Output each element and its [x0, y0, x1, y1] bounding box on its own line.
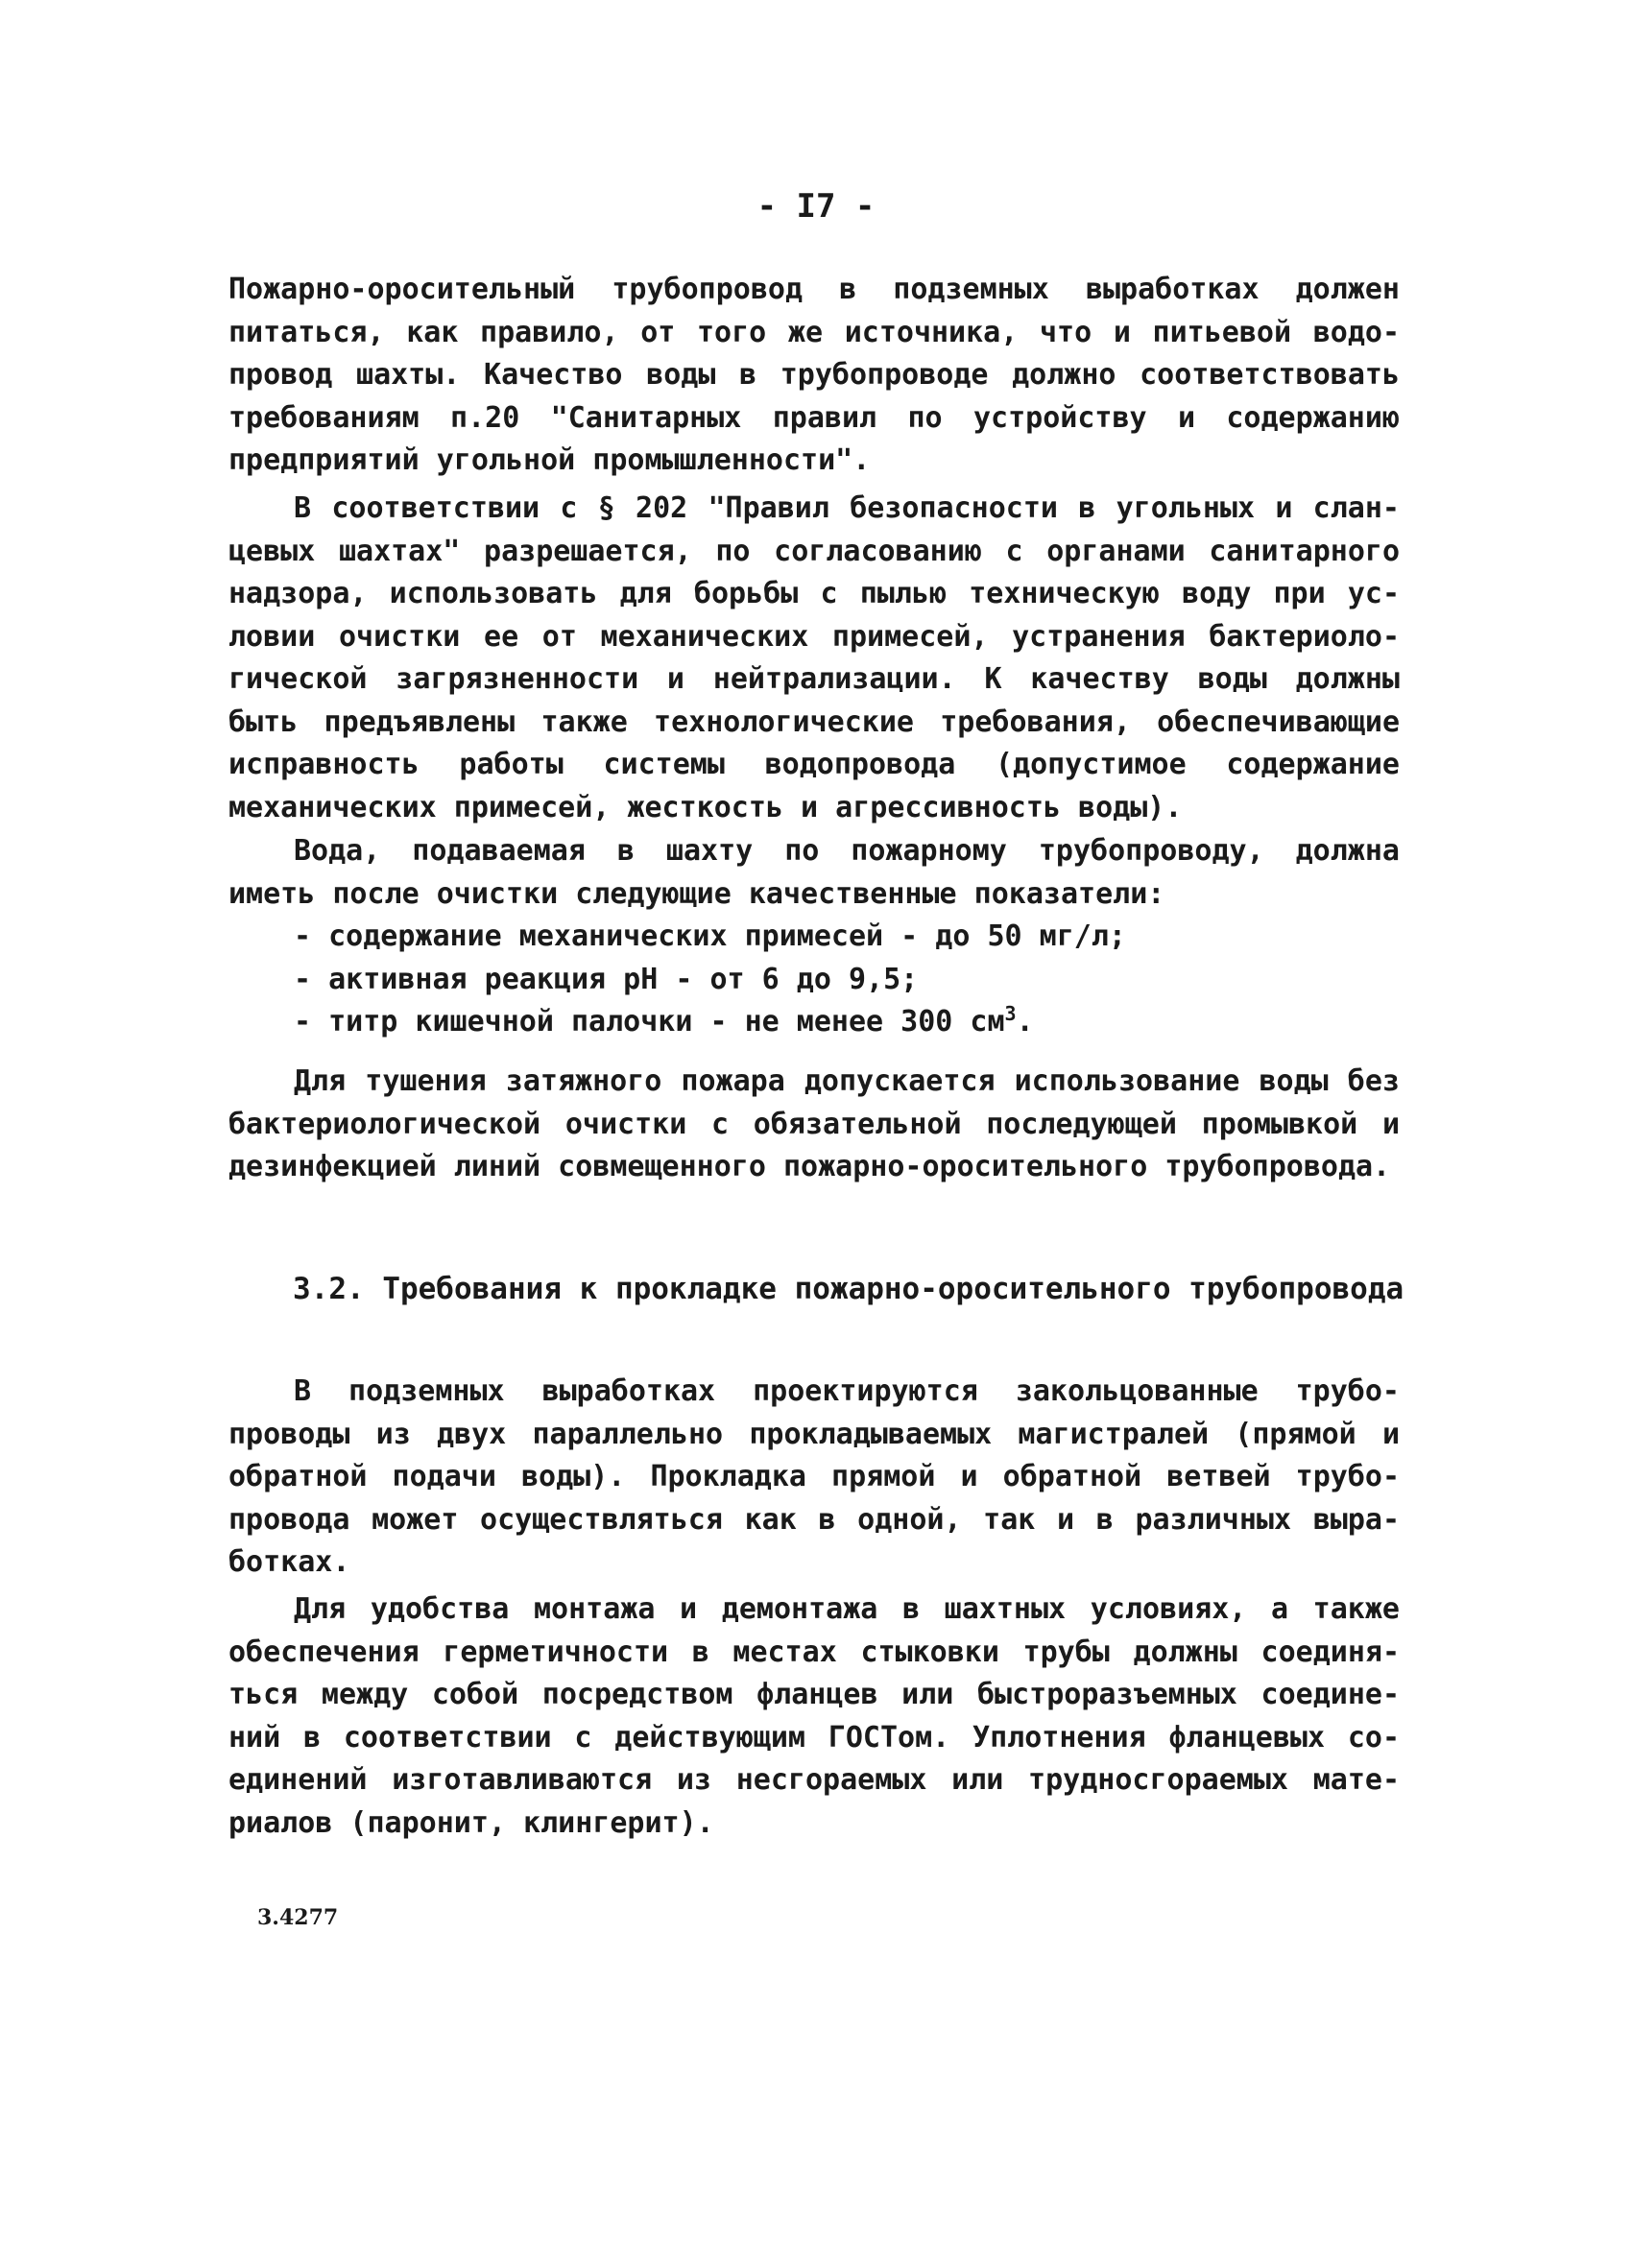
- list-item-text: - титр кишечной палочки - не менее 300 см: [294, 1005, 1005, 1039]
- text-line: Для удобства монтажа и демонтажа в шахтных условиях, а также: [294, 1592, 1400, 1626]
- text-line: единений изготавливаются из несгораемых или трудносгораемых мате-: [228, 1763, 1400, 1797]
- text-line: ботках.: [228, 1545, 350, 1579]
- paragraph-water-quality: [228, 830, 1400, 1044]
- list-item: - содержание механических примесей - до 50 мг/л;: [294, 919, 1126, 953]
- list-item: [228, 1001, 1400, 1044]
- text-line: Для тушения затяжного пожара допускается использование воды без: [294, 1064, 1400, 1098]
- text-line: иметь после очистки следующие качественные показатели:: [228, 876, 1165, 911]
- paragraph-fire-extinguishing: [228, 1061, 1400, 1189]
- text-line: провода может осуществляться как в одной, так и в различных выра-: [228, 1502, 1400, 1537]
- paragraph-water-supply: [228, 269, 1400, 483]
- text-line: исправность работы системы водопровода (допустимое содержание: [228, 748, 1400, 781]
- paragraph-pipe-connections: [228, 1588, 1400, 1845]
- text-line: предприятий угольной промышленности".: [228, 443, 871, 477]
- section-heading: 3.2. Требования к прокладке пожарно-оросительного трубопровода: [293, 1272, 1404, 1306]
- text-line: Вода, подаваемая в шахту по пожарному трубопроводу, должна: [294, 834, 1400, 868]
- text-line: механических примесей, жесткость и агрессивность воды).: [228, 790, 1183, 824]
- text-line: В подземных выработках проектируются закольцованные трубо-: [294, 1374, 1400, 1408]
- text-line: дезинфекцией линий совмещенного пожарно-оросительного трубопровода.: [228, 1150, 1391, 1183]
- text-line: гической загрязненности и нейтрализации. К качеству воды должны: [228, 662, 1400, 696]
- text-line: Пожарно-оросительный трубопровод в подземных выработках должен: [228, 273, 1400, 306]
- text-line: провод шахты. Качество воды в трубопроводе должно соответствовать: [228, 358, 1400, 392]
- text-line: обратной подачи воды). Прокладка прямой и обратной ветвей трубо-: [228, 1460, 1400, 1493]
- text-line: проводы из двух параллельно прокладываемых магистралей (прямой и: [228, 1417, 1400, 1451]
- text-line: питаться, как правило, от того же источника, что и питьевой водо-: [228, 315, 1400, 349]
- paragraph-pipeline-design: [228, 1371, 1400, 1585]
- superscript: 3: [1004, 1002, 1017, 1025]
- text-line: ться между собой посредством фланцев или быстроразъемных соедине-: [228, 1678, 1400, 1711]
- paragraph-technical-water: [228, 488, 1400, 829]
- text-line: В соответствии с § 202 "Правил безопасности в угольных и слан-: [294, 491, 1400, 525]
- text-line: ний в соответствии с действующим ГОСТом. Уплотнения фланцевых со-: [228, 1720, 1400, 1755]
- text-line: обеспечения герметичности в местах стыковки трубы должны соединя-: [228, 1635, 1400, 1669]
- document-code: 3.4277: [257, 1905, 339, 1930]
- text-line: риалов (паронит, клингерит).: [228, 1805, 714, 1840]
- text-line: требованиям п.20 "Санитарных правил по устройству и содержанию: [228, 400, 1400, 435]
- text-line: надзора, использовать для борьбы с пылью техническую воду при ус-: [228, 577, 1400, 610]
- text-line: цевых шахтах" разрешается, по согласованию с органами санитарного: [228, 534, 1400, 568]
- text-line: ловии очистки ее от механических примесей, устранения бактериоло-: [228, 619, 1400, 654]
- text-line: быть предъявлены также технологические требования, обеспечивающие: [228, 704, 1400, 739]
- page-number: - I7 -: [756, 187, 876, 226]
- text-line: бактериологической очистки с обязательной последующей промывкой и: [228, 1107, 1400, 1141]
- list-item: - активная реакция pH - от 6 до 9,5;: [294, 962, 919, 996]
- list-item-end: .: [1016, 1005, 1034, 1039]
